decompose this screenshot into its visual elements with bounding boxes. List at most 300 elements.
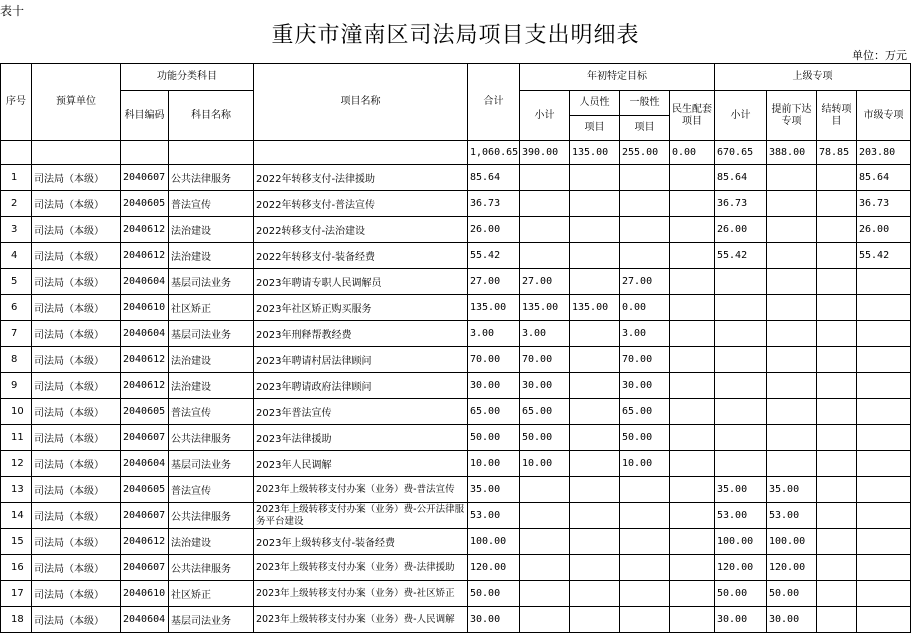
row-subject: 公共法律服务 — [169, 165, 254, 191]
row-unit: 司法局（本级） — [32, 165, 121, 191]
row-subject: 公共法律服务 — [169, 425, 254, 451]
row-total: 27.00 — [468, 269, 520, 295]
table-row — [1, 217, 911, 243]
header-project: 项目名称 — [254, 64, 468, 141]
row-livelihood — [670, 425, 715, 451]
row-sup-subtotal — [715, 451, 767, 477]
row-advance: 30.00 — [767, 607, 817, 633]
row-project: 2023年刑释帮教经费 — [254, 321, 468, 347]
table-row — [1, 399, 911, 425]
row-carryover — [817, 269, 857, 295]
table-row — [1, 165, 911, 191]
header-sup-subtotal: 小计 — [715, 91, 767, 141]
row-general — [620, 217, 670, 243]
row-city — [857, 399, 911, 425]
row-total: 135.00 — [468, 295, 520, 321]
row-yt-subtotal: 135.00 — [520, 295, 570, 321]
row-unit: 司法局（本级） — [32, 607, 121, 633]
header-general-item: 项目 — [620, 116, 670, 141]
row-unit: 司法局（本级） — [32, 217, 121, 243]
row-project: 2023年聘请专职人民调解员 — [254, 269, 468, 295]
row-subject: 基层司法业务 — [169, 451, 254, 477]
row-carryover — [817, 373, 857, 399]
row-carryover — [817, 243, 857, 269]
row-total: 120.00 — [468, 555, 520, 581]
row-sup-subtotal — [715, 373, 767, 399]
row-city — [857, 295, 911, 321]
row-total: 10.00 — [468, 451, 520, 477]
row-personnel — [570, 321, 620, 347]
header-advance: 提前下达专项 — [767, 91, 817, 141]
row-code: 2040607 — [121, 165, 169, 191]
row-carryover — [817, 217, 857, 243]
row-personnel — [570, 243, 620, 269]
row-general — [620, 503, 670, 529]
row-livelihood — [670, 217, 715, 243]
row-city: 26.00 — [857, 217, 911, 243]
row-code: 2040607 — [121, 503, 169, 529]
row-sup-subtotal — [715, 399, 767, 425]
row-unit: 司法局（本级） — [32, 581, 121, 607]
row-city — [857, 477, 911, 503]
row-livelihood — [670, 243, 715, 269]
row-unit: 司法局（本级） — [32, 295, 121, 321]
row-code: 2040604 — [121, 321, 169, 347]
row-livelihood — [670, 399, 715, 425]
row-code: 2040604 — [121, 451, 169, 477]
row-unit: 司法局（本级） — [32, 321, 121, 347]
total-general: 255.00 — [620, 141, 670, 165]
row-advance: 35.00 — [767, 477, 817, 503]
row-unit: 司法局（本级） — [32, 191, 121, 217]
row-advance — [767, 217, 817, 243]
row-seq: 11 — [1, 425, 32, 451]
row-subject: 社区矫正 — [169, 295, 254, 321]
unit-label: 单位：万元 — [852, 49, 907, 62]
row-sup-subtotal: 26.00 — [715, 217, 767, 243]
row-carryover — [817, 399, 857, 425]
total-row — [1, 141, 911, 165]
row-seq: 18 — [1, 607, 32, 633]
row-subject: 基层司法业务 — [169, 607, 254, 633]
row-unit: 司法局（本级） — [32, 425, 121, 451]
row-city — [857, 451, 911, 477]
row-personnel: 135.00 — [570, 295, 620, 321]
row-livelihood — [670, 451, 715, 477]
row-livelihood — [670, 477, 715, 503]
row-livelihood — [670, 529, 715, 555]
row-city: 85.64 — [857, 165, 911, 191]
row-personnel — [570, 347, 620, 373]
row-total: 55.42 — [468, 243, 520, 269]
row-project: 2022年转移支付-普法宣传 — [254, 191, 468, 217]
row-seq: 3 — [1, 217, 32, 243]
row-code: 2040607 — [121, 425, 169, 451]
row-yt-subtotal — [520, 243, 570, 269]
row-sup-subtotal — [715, 295, 767, 321]
row-yt-subtotal: 65.00 — [520, 399, 570, 425]
row-livelihood — [670, 373, 715, 399]
table-row — [1, 269, 911, 295]
row-subject: 基层司法业务 — [169, 321, 254, 347]
row-livelihood — [670, 503, 715, 529]
row-carryover — [817, 191, 857, 217]
row-total: 50.00 — [468, 581, 520, 607]
table-row — [1, 425, 911, 451]
row-project: 2023年法律援助 — [254, 425, 468, 451]
header-general: 一般性 — [620, 91, 670, 116]
row-carryover — [817, 529, 857, 555]
row-total: 50.00 — [468, 425, 520, 451]
row-yt-subtotal: 30.00 — [520, 373, 570, 399]
row-livelihood — [670, 581, 715, 607]
row-advance — [767, 399, 817, 425]
row-project: 2023年上级转移支付-装备经费 — [254, 529, 468, 555]
table-number-label: 表十 — [0, 4, 25, 18]
row-project: 2022转移支付-法治建设 — [254, 217, 468, 243]
row-city — [857, 347, 911, 373]
table-row — [1, 191, 911, 217]
row-total: 36.73 — [468, 191, 520, 217]
row-city — [857, 321, 911, 347]
row-total: 65.00 — [468, 399, 520, 425]
row-yt-subtotal — [520, 607, 570, 633]
row-sup-subtotal: 120.00 — [715, 555, 767, 581]
row-seq: 5 — [1, 269, 32, 295]
row-general — [620, 529, 670, 555]
row-general: 50.00 — [620, 425, 670, 451]
row-subject: 法治建设 — [169, 217, 254, 243]
row-seq: 16 — [1, 555, 32, 581]
row-project: 2023年聘请政府法律顾问 — [254, 373, 468, 399]
row-total: 70.00 — [468, 347, 520, 373]
row-city — [857, 607, 911, 633]
row-livelihood — [670, 555, 715, 581]
header-superior: 上级专项 — [715, 64, 911, 91]
row-total: 26.00 — [468, 217, 520, 243]
row-sup-subtotal: 53.00 — [715, 503, 767, 529]
row-yt-subtotal: 50.00 — [520, 425, 570, 451]
total-sum: 1,060.65 — [468, 141, 520, 165]
row-personnel — [570, 503, 620, 529]
row-project: 2023年上级转移支付办案（业务）费-社区矫正 — [254, 581, 468, 607]
row-project: 2023年人民调解 — [254, 451, 468, 477]
row-sup-subtotal — [715, 347, 767, 373]
total-carryover: 78.85 — [817, 141, 857, 165]
row-subject: 公共法律服务 — [169, 503, 254, 529]
row-advance: 100.00 — [767, 529, 817, 555]
table-row — [1, 503, 911, 529]
total-sup-subtotal: 670.65 — [715, 141, 767, 165]
row-total: 35.00 — [468, 477, 520, 503]
row-sup-subtotal: 85.64 — [715, 165, 767, 191]
row-project: 2023年聘请村居法律顾问 — [254, 347, 468, 373]
row-subject: 法治建设 — [169, 243, 254, 269]
row-unit: 司法局（本级） — [32, 555, 121, 581]
row-livelihood — [670, 321, 715, 347]
row-sup-subtotal — [715, 425, 767, 451]
row-yt-subtotal — [520, 217, 570, 243]
row-total: 100.00 — [468, 529, 520, 555]
row-general: 30.00 — [620, 373, 670, 399]
row-code: 2040605 — [121, 191, 169, 217]
row-carryover — [817, 451, 857, 477]
row-seq: 7 — [1, 321, 32, 347]
row-livelihood — [670, 165, 715, 191]
row-code: 2040610 — [121, 295, 169, 321]
row-general: 10.00 — [620, 451, 670, 477]
header-personnel: 人员性 — [570, 91, 620, 116]
row-general — [620, 243, 670, 269]
row-advance — [767, 269, 817, 295]
row-general — [620, 165, 670, 191]
row-advance — [767, 347, 817, 373]
row-advance — [767, 243, 817, 269]
row-livelihood — [670, 347, 715, 373]
row-seq: 14 — [1, 503, 32, 529]
row-yt-subtotal: 10.00 — [520, 451, 570, 477]
header-personnel-item: 项目 — [570, 116, 620, 141]
row-personnel — [570, 425, 620, 451]
row-personnel — [570, 191, 620, 217]
row-advance — [767, 295, 817, 321]
row-sup-subtotal: 55.42 — [715, 243, 767, 269]
row-advance — [767, 373, 817, 399]
row-subject: 普法宣传 — [169, 399, 254, 425]
total-personnel: 135.00 — [570, 141, 620, 165]
row-carryover — [817, 477, 857, 503]
row-unit: 司法局（本级） — [32, 347, 121, 373]
row-personnel — [570, 529, 620, 555]
row-personnel — [570, 477, 620, 503]
row-project: 2023年上级转移支付办案（业务）费-普法宣传 — [254, 477, 468, 503]
row-yt-subtotal — [520, 191, 570, 217]
row-project: 2023年上级转移支付办案（业务）费-人民调解 — [254, 607, 468, 633]
row-seq: 6 — [1, 295, 32, 321]
row-personnel — [570, 451, 620, 477]
table-row — [1, 347, 911, 373]
row-advance — [767, 425, 817, 451]
row-general — [620, 477, 670, 503]
row-general — [620, 555, 670, 581]
total-city: 203.80 — [857, 141, 911, 165]
row-seq: 17 — [1, 581, 32, 607]
row-advance — [767, 165, 817, 191]
table-row — [1, 451, 911, 477]
row-sup-subtotal: 50.00 — [715, 581, 767, 607]
row-carryover — [817, 555, 857, 581]
header-func-class: 功能分类科目 — [121, 64, 254, 91]
header-livelihood: 民生配套项目 — [670, 91, 715, 141]
row-unit: 司法局（本级） — [32, 243, 121, 269]
row-city — [857, 581, 911, 607]
row-yt-subtotal — [520, 165, 570, 191]
row-yt-subtotal — [520, 529, 570, 555]
row-personnel — [570, 399, 620, 425]
row-carryover — [817, 581, 857, 607]
row-sup-subtotal: 30.00 — [715, 607, 767, 633]
total-yt-subtotal: 390.00 — [520, 141, 570, 165]
row-unit: 司法局（本级） — [32, 529, 121, 555]
row-city — [857, 529, 911, 555]
row-carryover — [817, 503, 857, 529]
header-carryover: 结转项目 — [817, 91, 857, 141]
row-advance — [767, 191, 817, 217]
row-project: 2022年转移支付-法律援助 — [254, 165, 468, 191]
row-general: 0.00 — [620, 295, 670, 321]
row-city — [857, 373, 911, 399]
row-carryover — [817, 347, 857, 373]
row-personnel — [570, 165, 620, 191]
row-total: 3.00 — [468, 321, 520, 347]
page-title: 重庆市潼南区司法局项目支出明细表 — [271, 23, 640, 48]
row-general: 65.00 — [620, 399, 670, 425]
row-subject: 法治建设 — [169, 347, 254, 373]
header-unit: 预算单位 — [32, 64, 121, 141]
row-project: 2023年普法宣传 — [254, 399, 468, 425]
row-seq: 10 — [1, 399, 32, 425]
row-seq: 9 — [1, 373, 32, 399]
row-code: 2040612 — [121, 217, 169, 243]
row-personnel — [570, 607, 620, 633]
row-sup-subtotal — [715, 321, 767, 347]
header-city: 市级专项 — [857, 91, 911, 141]
row-carryover — [817, 607, 857, 633]
row-livelihood — [670, 269, 715, 295]
row-general: 27.00 — [620, 269, 670, 295]
row-yt-subtotal: 3.00 — [520, 321, 570, 347]
row-general: 3.00 — [620, 321, 670, 347]
table-row — [1, 373, 911, 399]
row-yt-subtotal: 27.00 — [520, 269, 570, 295]
row-advance — [767, 451, 817, 477]
row-general — [620, 607, 670, 633]
header-total: 合计 — [468, 64, 520, 141]
row-code: 2040612 — [121, 347, 169, 373]
row-carryover — [817, 425, 857, 451]
row-seq: 15 — [1, 529, 32, 555]
row-project: 2023年社区矫正购买服务 — [254, 295, 468, 321]
row-seq: 8 — [1, 347, 32, 373]
row-personnel — [570, 581, 620, 607]
row-personnel — [570, 373, 620, 399]
row-subject: 普法宣传 — [169, 477, 254, 503]
row-city — [857, 503, 911, 529]
row-city: 36.73 — [857, 191, 911, 217]
row-seq: 13 — [1, 477, 32, 503]
row-personnel — [570, 269, 620, 295]
table-row — [1, 243, 911, 269]
row-advance: 50.00 — [767, 581, 817, 607]
table-row — [1, 555, 911, 581]
total-livelihood: 0.00 — [670, 141, 715, 165]
header-yt-subtotal: 小计 — [520, 91, 570, 141]
row-unit: 司法局（本级） — [32, 451, 121, 477]
row-general — [620, 191, 670, 217]
header-year-target: 年初特定目标 — [520, 64, 715, 91]
row-unit: 司法局（本级） — [32, 477, 121, 503]
row-code: 2040610 — [121, 581, 169, 607]
row-unit: 司法局（本级） — [32, 269, 121, 295]
row-unit: 司法局（本级） — [32, 373, 121, 399]
row-seq: 1 — [1, 165, 32, 191]
row-code: 2040612 — [121, 529, 169, 555]
row-advance — [767, 321, 817, 347]
row-yt-subtotal — [520, 503, 570, 529]
row-code: 2040612 — [121, 243, 169, 269]
total-advance: 388.00 — [767, 141, 817, 165]
row-subject: 公共法律服务 — [169, 555, 254, 581]
row-sup-subtotal: 36.73 — [715, 191, 767, 217]
row-total: 30.00 — [468, 607, 520, 633]
row-yt-subtotal: 70.00 — [520, 347, 570, 373]
row-sup-subtotal: 100.00 — [715, 529, 767, 555]
row-city — [857, 555, 911, 581]
row-city — [857, 269, 911, 295]
table-row — [1, 529, 911, 555]
row-yt-subtotal — [520, 477, 570, 503]
header-seq: 序号 — [1, 64, 32, 141]
row-code: 2040612 — [121, 373, 169, 399]
row-unit: 司法局（本级） — [32, 503, 121, 529]
row-sup-subtotal: 35.00 — [715, 477, 767, 503]
row-livelihood — [670, 607, 715, 633]
row-subject: 社区矫正 — [169, 581, 254, 607]
row-general — [620, 581, 670, 607]
row-personnel — [570, 555, 620, 581]
row-seq: 4 — [1, 243, 32, 269]
row-project: 2023年上级转移支付办案（业务）费-法律援助 — [254, 555, 468, 581]
table-row — [1, 607, 911, 633]
row-seq: 12 — [1, 451, 32, 477]
row-general: 70.00 — [620, 347, 670, 373]
row-code: 2040605 — [121, 399, 169, 425]
row-code: 2040607 — [121, 555, 169, 581]
row-unit: 司法局（本级） — [32, 399, 121, 425]
row-subject: 法治建设 — [169, 373, 254, 399]
row-total: 30.00 — [468, 373, 520, 399]
project-expenditure-table — [0, 63, 911, 633]
row-total: 85.64 — [468, 165, 520, 191]
row-total: 53.00 — [468, 503, 520, 529]
row-livelihood — [670, 191, 715, 217]
row-yt-subtotal — [520, 581, 570, 607]
row-project: 2022年转移支付-装备经费 — [254, 243, 468, 269]
row-code: 2040604 — [121, 269, 169, 295]
row-subject: 基层司法业务 — [169, 269, 254, 295]
table-row — [1, 581, 911, 607]
row-project: 2023年上级转移支付办案（业务）费-公开法律服务平台建设 — [254, 503, 468, 529]
row-seq: 2 — [1, 191, 32, 217]
row-carryover — [817, 321, 857, 347]
row-sup-subtotal — [715, 269, 767, 295]
row-yt-subtotal — [520, 555, 570, 581]
row-city — [857, 425, 911, 451]
table-row — [1, 321, 911, 347]
table-row — [1, 295, 911, 321]
row-subject: 法治建设 — [169, 529, 254, 555]
header-code: 科目编码 — [121, 91, 169, 141]
row-carryover — [817, 165, 857, 191]
table-row — [1, 477, 911, 503]
row-advance: 120.00 — [767, 555, 817, 581]
row-city: 55.42 — [857, 243, 911, 269]
row-subject: 普法宣传 — [169, 191, 254, 217]
row-code: 2040605 — [121, 477, 169, 503]
header-subject: 科目名称 — [169, 91, 254, 141]
row-advance: 53.00 — [767, 503, 817, 529]
row-livelihood — [670, 295, 715, 321]
